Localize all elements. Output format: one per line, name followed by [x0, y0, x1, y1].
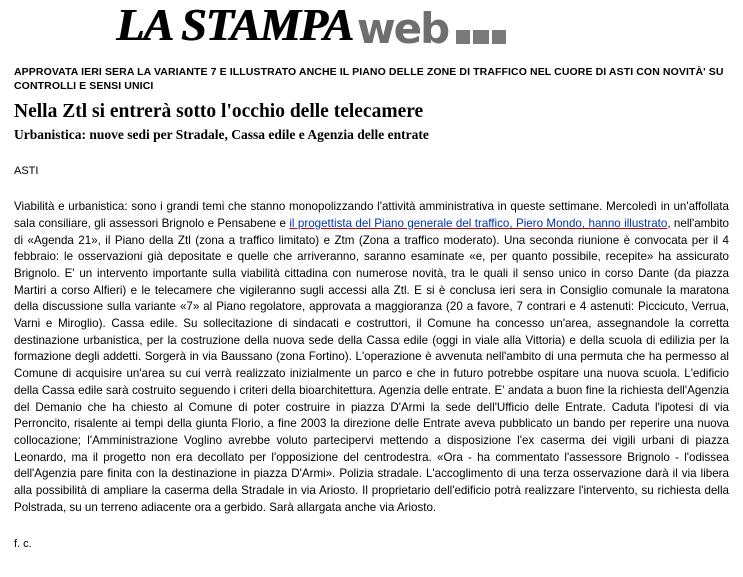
- site-logo[interactable]: [116, 0, 743, 53]
- article-kicker: APPROVATA IERI SERA LA VARIANTE 7 E ILLUSTRATO ANCHE IL PIANO DELLE ZONE DI TRAFFICO NEL CUORE DI ASTI CON NOVITÀ' SU CONTROLLI E SENSI UNICI: [14, 66, 724, 92]
- article-content: [0, 66, 743, 550]
- masthead: [0, 0, 743, 58]
- mobile-icon: [492, 30, 506, 44]
- article-body-part1: Viabilità e urbanistica: sono i grandi temi che stanno monopolizzando l'attività amministrativa in queste settimane. Mercoledì in un'affollata sala consiliare, gli assessori Brignolo e Pensabene e: [14, 200, 729, 230]
- article-body: [14, 199, 729, 516]
- article-subhead: Urbanistica: nuove sedi per Stradale, Cassa edile e Agenzia delle entrate: [14, 127, 429, 143]
- article-headline: Nella Ztl si entrerà sotto l'occhio delle telecamere: [14, 100, 424, 122]
- tv-icon: [473, 30, 489, 44]
- article-dateline: ASTI: [14, 165, 39, 178]
- logo-web-text: web: [356, 4, 449, 53]
- logo-la-stampa-text: LA STAMPA: [116, 0, 353, 50]
- article-body-highlight[interactable]: il progettista del Piano generale del traffico, Piero Mondo, hanno illustrato: [289, 216, 668, 230]
- logo-badges: [456, 30, 506, 44]
- article-body-part2: , nell'ambito di «Agenda 21», il Piano della Ztl (zona a traffico limitato) e Ztm (Zona a traffico moderato). Una seconda riunione è convocata per il 4 febbraio: le osservazioni già depositate e quelle che arriveranno, saranno esaminate «e, per quanto possibile, recepite» ha assicurato Brignolo. E' un intervento importante sulla viabilità cittadina con numerose novità, tra le quali il senso unico in corso Dante (da piazza Martiri a corso Alfieri) e le telecamere che vigileranno sugli accessi alla Ztl. E si è conclusa ieri sera in Consiglio comunale la maratona della discussione sulla variante «7» al Piano regolatore, approvata a maggioranza (20 a favore, 7 contrari e 4 astenuti: Piccicuto, Verrua, Varni e Miroglio). Cassa edile. Su sollecitazione di sindacati e costruttori, il Comune ha concesso un'area, assegnandole la corretta destinazione urbanistica, per la costruzione della nuova sede della Cassa edile (oggi in viale alla Vittoria) e della scuola di edilizia per la formazione degli addetti. Sorgerà in via Baussano (zona Fortino). L'operazione è avvenuta nell'ambito di una permuta che ha permesso al Comune di acquisire un'area su cui verrà realizzato inizialmente un parco e che in futuro potrebbe ospitare una nuova scuola. L'edificio della Cassa edile sarà costruito seguendo i criteri della bioarchitettura. Agenzia delle entrate. E' andata a buon fine la richiesta dell'Agenzia del Demanio che ha chiesto al Comune di poter costruire in piazza D'Armi la sede dell'Ufficio delle Entrate. Caduta l'ipotesi di via Perroncito, risalente ai tempi della giunta Florio, a fine 2003 la direzione delle Entrate aveva pubblicato un bando per reperire una nuova collocazione; l'Amministrazione Voglino avrebbe voluto partecipervi mettendo a disposizione l'ex caserma dei vigili urbani di piazza Leonardo, ma il progetto non era decollato per l'opposizione del centrodestra. «Ora - ha commentato l'assessore Brignolo - l'odissea dell'Agenzia pare finita con la destinazione in piazza D'Armi». Polizia stradale. L'accoglimento di una terza osservazione darà il via libera alla possibilità di ampliare la caserma della Stradale in via Ariosto. Il proprietario dell'edificio potrà realizzare l'intervento, su richiesta della Polstrada, su un terreno adiacente ora a gerbido. Sarà allargata anche via Ariosto.: [14, 216, 729, 514]
- article-signature: f. c.: [14, 538, 32, 551]
- rss-icon: [456, 30, 470, 44]
